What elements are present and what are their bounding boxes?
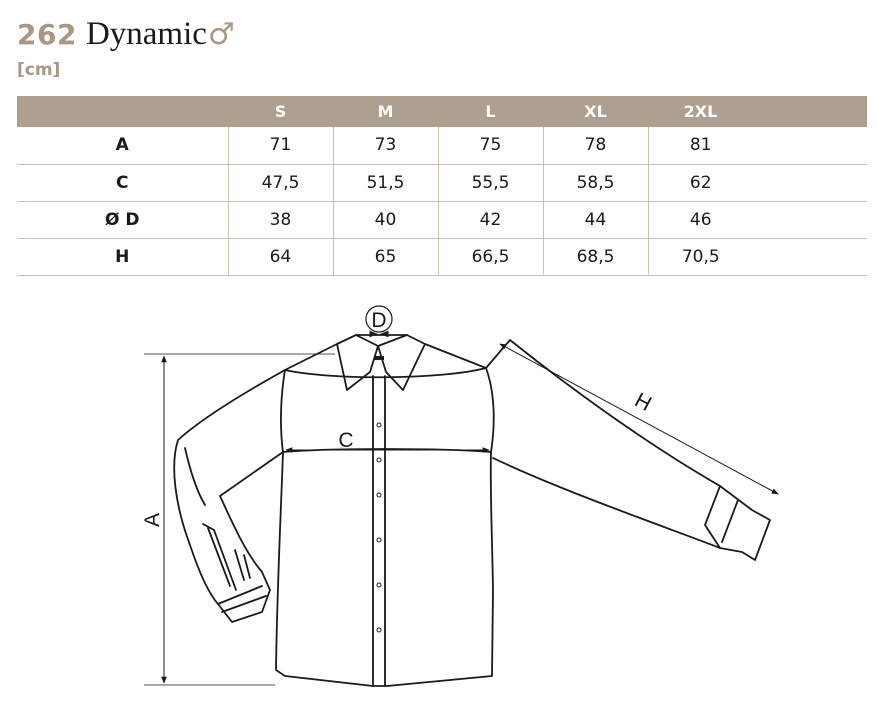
- table-cell: 75: [438, 127, 543, 164]
- table-cell: 66,5: [438, 238, 543, 275]
- table-cell: 38: [228, 201, 333, 238]
- table-cell: 73: [333, 127, 438, 164]
- table-cell: 62: [648, 164, 753, 201]
- trailing-cell: [753, 164, 867, 201]
- measure-label-c: C: [338, 429, 354, 452]
- table-cell: 40: [333, 201, 438, 238]
- table-cell: 46: [648, 201, 753, 238]
- row-label-h: H: [17, 238, 228, 275]
- size-header-2xl: 2XL: [683, 102, 718, 121]
- product-title: [17, 16, 235, 56]
- measure-label-h: H: [630, 388, 656, 416]
- measure-h: [500, 344, 778, 494]
- trailing-cell: [753, 201, 867, 238]
- model-number: 262: [17, 18, 77, 51]
- table-cell: 71: [228, 127, 333, 164]
- table-cell: 44: [543, 201, 648, 238]
- trailing-cell: [753, 238, 867, 275]
- size-header-m: M: [377, 102, 394, 121]
- size-table: [17, 96, 867, 276]
- row-label-d: Ø D: [17, 201, 228, 238]
- male-symbol-icon: ♂: [207, 17, 235, 52]
- shirt-measurement-diagram: [0, 290, 877, 717]
- table-cell: 64: [228, 238, 333, 275]
- header-empty-cell: [17, 96, 228, 127]
- table-cell: 70,5: [648, 238, 753, 275]
- table-cell: 42: [438, 201, 543, 238]
- table-row: [17, 127, 867, 164]
- table-row: [17, 238, 867, 275]
- table-cell: 78: [543, 127, 648, 164]
- table-row: [17, 164, 867, 201]
- table-cell: 51,5: [333, 164, 438, 201]
- table-row: [17, 201, 867, 238]
- table-cell: 65: [333, 238, 438, 275]
- size-header-xl: XL: [584, 102, 607, 121]
- shirt-buttons: [374, 356, 384, 632]
- row-label-c: C: [17, 164, 228, 201]
- measure-a: [144, 354, 335, 685]
- size-header-l: L: [485, 102, 496, 121]
- table-cell: 55,5: [438, 164, 543, 201]
- size-header-s: S: [274, 102, 287, 121]
- shirt-outline: [174, 335, 770, 686]
- measure-label-a: A: [141, 512, 164, 528]
- row-label-a: A: [17, 127, 228, 164]
- table-cell: 68,5: [543, 238, 648, 275]
- table-cell: 81: [648, 127, 753, 164]
- unit-label: [cm]: [17, 60, 61, 80]
- size-header-row: [17, 96, 867, 127]
- header-trailing-cell: [753, 96, 867, 127]
- model-name: Dynamic: [85, 16, 207, 52]
- table-cell: 58,5: [543, 164, 648, 201]
- measure-label-d: D: [371, 309, 387, 332]
- table-cell: 47,5: [228, 164, 333, 201]
- trailing-cell: [753, 127, 867, 164]
